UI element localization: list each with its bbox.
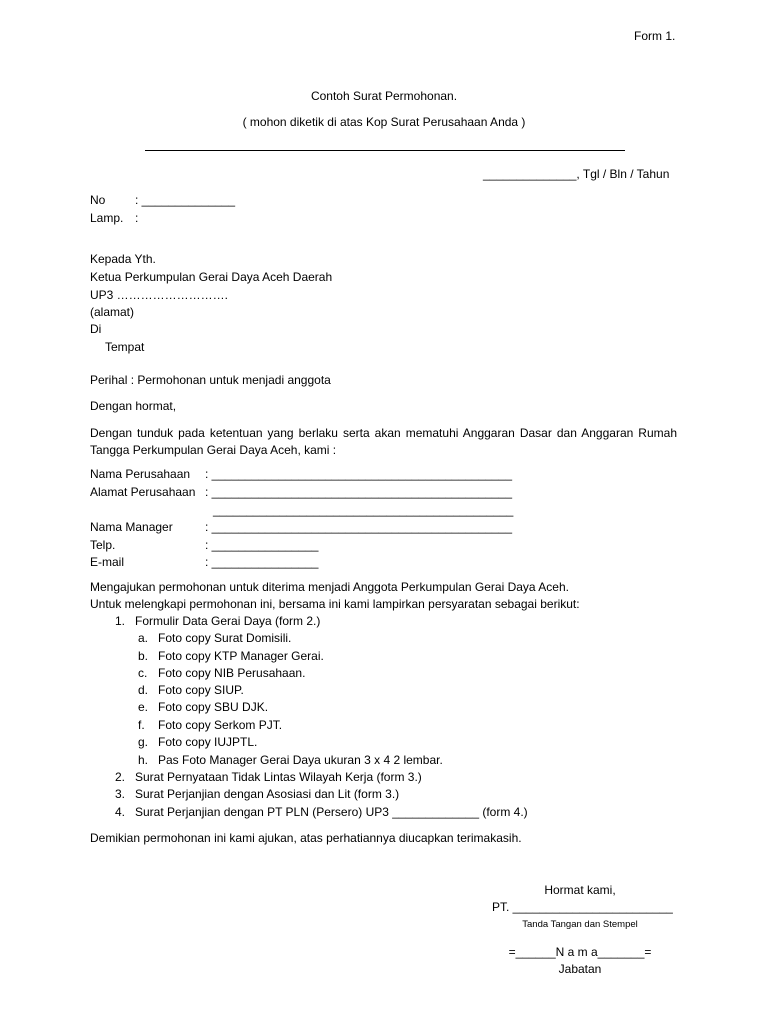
subject-line: Perihal : Permohonan untuk menjadi anggota [90, 373, 331, 387]
field-label: Nama Manager [90, 520, 173, 534]
list-item: Surat Pernyataan Tidak Lintas Wilayah Kerja (form 3.) [135, 770, 422, 784]
intro-paragraph: Dengan tunduk pada ketentuan yang berlaku serta akan mematuhi Anggaran Dasar dan Anggaran Rumah Tangga Perkumpulan Gerai Daya Aceh, kami : [90, 426, 677, 457]
recipient-line: Ketua Perkumpulan Gerai Daya Aceh Daerah [90, 270, 333, 284]
sublist-item: Foto copy SIUP. [158, 683, 244, 697]
signer-name-line: =______N a m a_______= [508, 945, 652, 959]
list-item: Formulir Data Gerai Daya (form 2.) [135, 614, 321, 628]
field-blank: _____________________________________________ [213, 503, 514, 517]
sublist-item: Foto copy SBU DJK. [158, 700, 269, 714]
no-label: No [90, 193, 106, 207]
list-number: 3. [115, 787, 126, 801]
sublist-item: Foto copy Serkom PJT. [158, 718, 283, 732]
letterhead-divider [145, 150, 625, 151]
field-label: Alamat Perusahaan [90, 485, 196, 499]
field-label: Nama Perusahaan [90, 467, 191, 481]
sublist-letter: h. [138, 753, 149, 767]
sublist-item: Foto copy Surat Domisili. [158, 631, 292, 645]
company-signature-line: PT. ________________________ [492, 900, 673, 914]
recipient-line: UP3 ………………………. [90, 288, 229, 302]
sublist-letter: f. [138, 718, 145, 732]
sublist-item: Pas Foto Manager Gerai Daya ukuran 3 x 4 2 lembar. [158, 753, 443, 767]
list-number: 2. [115, 770, 126, 784]
page-title: Contoh Surat Permohonan. [310, 89, 458, 103]
sublist-item: Foto copy NIB Perusahaan. [158, 666, 306, 680]
field-blank: : _____________________________________________ [205, 485, 512, 499]
greeting: Dengan hormat, [90, 399, 177, 413]
recipient-line: Di [90, 322, 102, 336]
list-item: Surat Perjanjian dengan Asosiasi dan Lit (form 3.) [135, 787, 400, 801]
closing-paragraph: Demikian permohonan ini kami ajukan, atas perhatiannya diucapkan terimakasih. [90, 831, 522, 845]
no-value: : ______________ [135, 193, 236, 207]
list-number: 4. [115, 805, 126, 819]
sublist-letter: c. [138, 666, 148, 680]
field-label: E-mail [90, 555, 125, 569]
signature-note: Tanda Tangan dan Stempel [522, 919, 638, 930]
regards: Hormat kami, [544, 883, 616, 897]
signer-position: Jabatan [558, 962, 602, 976]
request-line: Mengajukan permohonan untuk diterima menjadi Anggota Perkumpulan Gerai Daya Aceh. [90, 580, 569, 594]
list-number: 1. [115, 614, 126, 628]
sublist-letter: g. [138, 735, 149, 749]
lamp-value: : [135, 211, 139, 225]
field-blank: : _____________________________________________ [205, 467, 512, 481]
field-label: Telp. [90, 538, 116, 552]
recipient-line: Tempat [105, 340, 145, 354]
sublist-item: Foto copy KTP Manager Gerai. [158, 649, 324, 663]
sublist-letter: b. [138, 649, 149, 663]
sublist-item: Foto copy IUJPTL. [158, 735, 258, 749]
date-line: ______________, Tgl / Bln / Tahun [483, 167, 670, 181]
request-line: Untuk melengkapi permohonan ini, bersama ini kami lampirkan persyaratan sebagai berikut: [90, 597, 580, 611]
field-blank: : ________________ [205, 555, 319, 569]
sublist-letter: d. [138, 683, 149, 697]
recipient-line: Kepada Yth. [90, 252, 156, 266]
lamp-label: Lamp. [90, 211, 124, 225]
sublist-letter: e. [138, 700, 149, 714]
field-blank: : ________________ [205, 538, 319, 552]
form-label: Form 1. [634, 29, 676, 43]
list-item: Surat Perjanjian dengan PT PLN (Persero) UP3 _____________ (form 4.) [135, 805, 528, 819]
recipient-line: (alamat) [90, 305, 135, 319]
field-blank: : _____________________________________________ [205, 520, 512, 534]
page-subtitle: ( mohon diketik di atas Kop Surat Perusahaan Anda ) [242, 115, 526, 129]
sublist-letter: a. [138, 631, 149, 645]
